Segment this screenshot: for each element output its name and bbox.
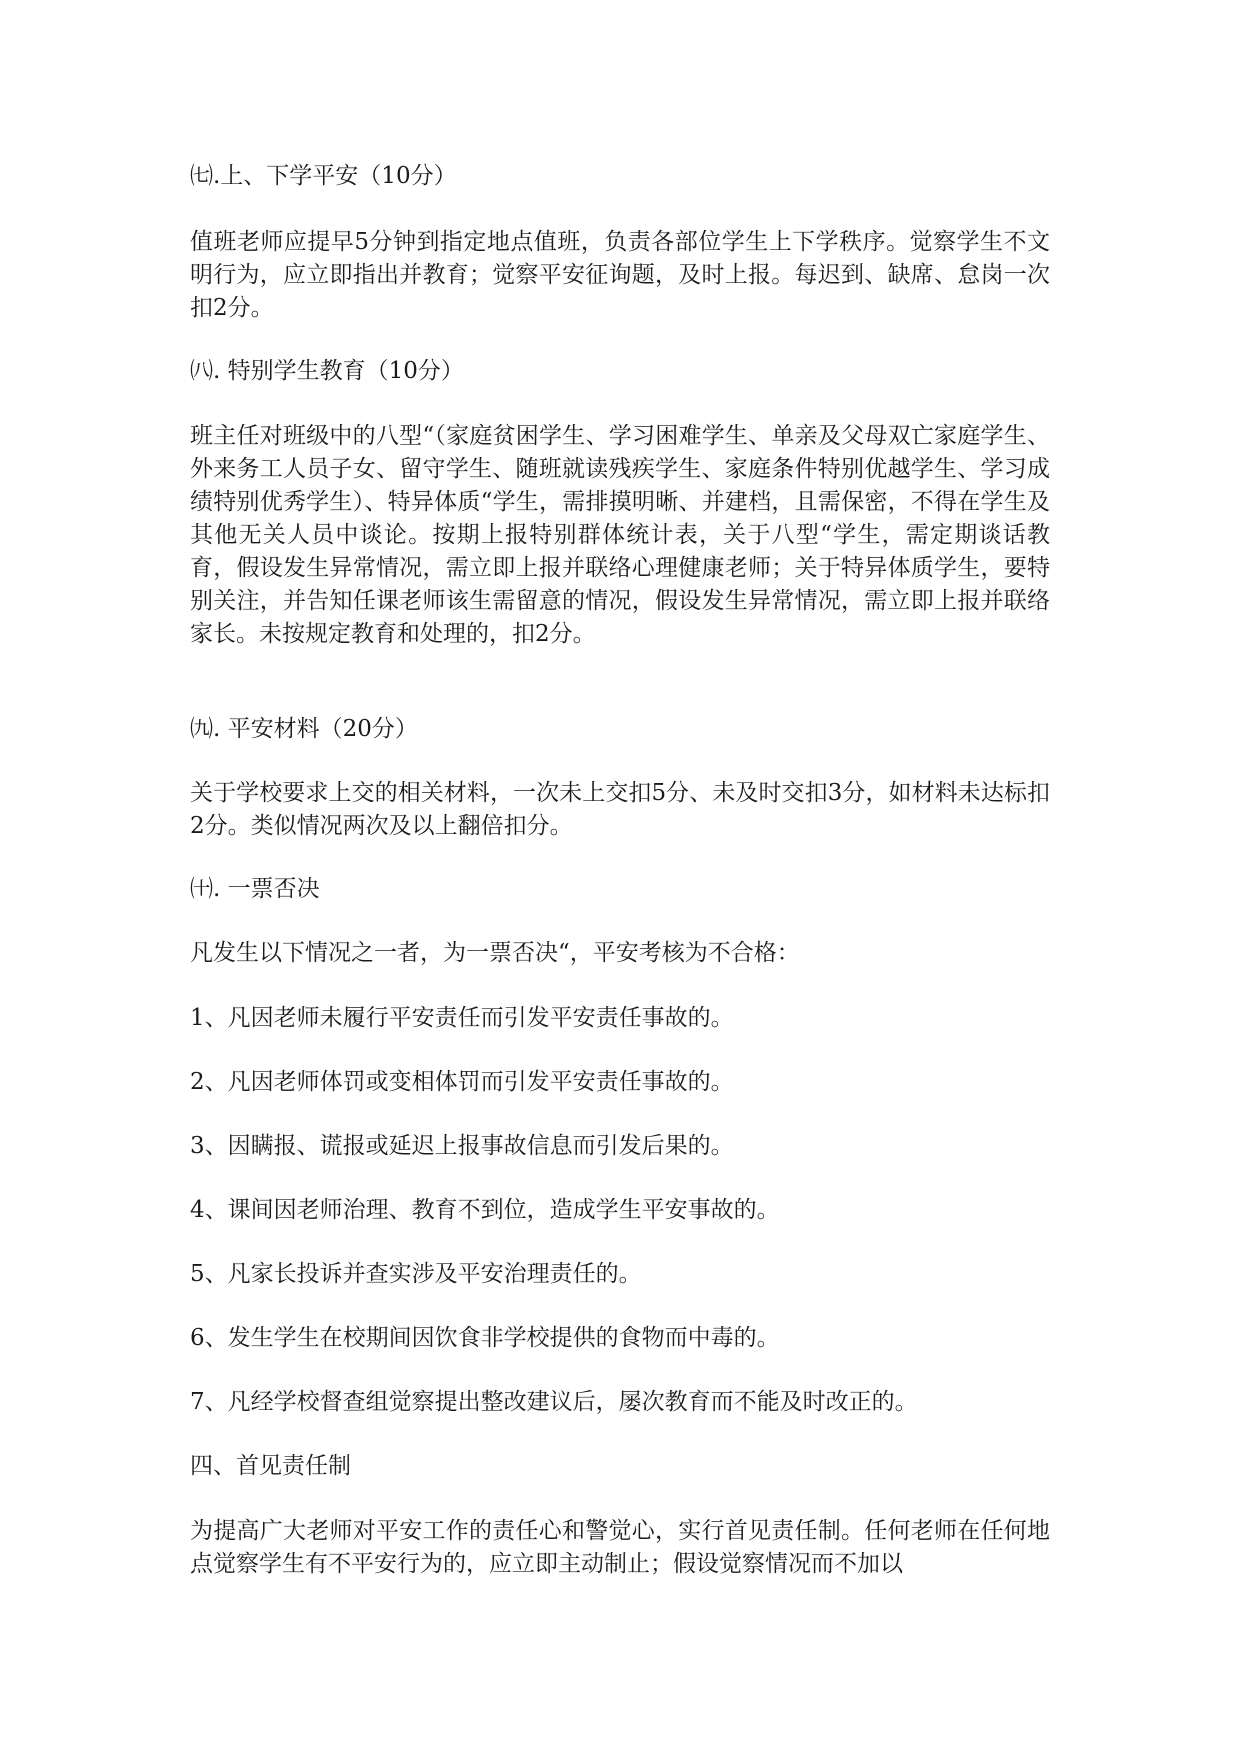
list-item: 2、凡因老师体罚或变相体罚而引发平安责任事故的。 [190,1069,734,1095]
list-item: 3、因瞒报、谎报或延迟上报事故信息而引发后果的。 [190,1133,734,1159]
section-body-seven: 值班老师应提早5分钟到指定地点值班，负责各部位学生上下学秩序。觉察学生不文明行为，应立即指出并教育；觉察平安征询题，及时上报。每迟到、缺席、怠岗一次扣2分。 [190,229,1050,321]
section-body-four: 为提高广大老师对平安工作的责任心和警觉心，实行首见责任制。任何老师在任何地点觉察学生有不平安行为的，应立即主动制止；假设觉察情况而不加以 [190,1518,1050,1577]
section-heading-nine: ㈨. 平安材料（20分） [190,716,418,742]
section-heading-four: 四、首见责任制 [190,1453,351,1479]
list-item: 1、凡因老师未履行平安责任而引发平安责任事故的。 [190,1005,734,1031]
list-item: 5、凡家长投诉并查实涉及平安治理责任的。 [190,1261,642,1287]
section-heading-seven: ㈦.上、下学平安（10分） [190,163,457,189]
section-body-ten: 凡发生以下情况之一者，为一票否决“，平安考核为不合格： [190,940,800,966]
list-item: 7、凡经学校督查组觉察提出整改建议后，屡次教育而不能及时改正的。 [190,1389,918,1415]
list-item: 4、课间因老师治理、教育不到位，造成学生平安事故的。 [190,1197,780,1223]
section-body-nine: 关于学校要求上交的相关材料，一次未上交扣5分、未及时交扣3分，如材料未达标扣2分。类似情况两次及以上翻倍扣分。 [190,780,1050,839]
section-heading-eight: ㈧. 特别学生教育（10分） [190,358,464,384]
list-item: 6、发生学生在校期间因饮食非学校提供的食物而中毒的。 [190,1325,780,1351]
section-body-eight: 班主任对班级中的八型“（家庭贫困学生、学习困难学生、单亲及父母双亡家庭学生、外来务工人员子女、留守学生、随班就读残疾学生、家庭条件特别优越学生、学习成绩特别优秀学生）、特异体质“学生，需排摸明晰、并建档，且需保密，不得在学生及其他无关人员中谈论。按期上报特别群体统计表，关于八型“学生，需定期谈话教育，假设发生异常情况，需立即上报并联络心理健康老师；关于特异体质学生，要特别关注，并告知任课老师该生需留意的情况，假设发生异常情况，需立即上报并联络家长。未按规定教育和处理的，扣2分。 [190,423,1050,647]
section-heading-ten: ㈩. 一票否决 [190,876,320,902]
